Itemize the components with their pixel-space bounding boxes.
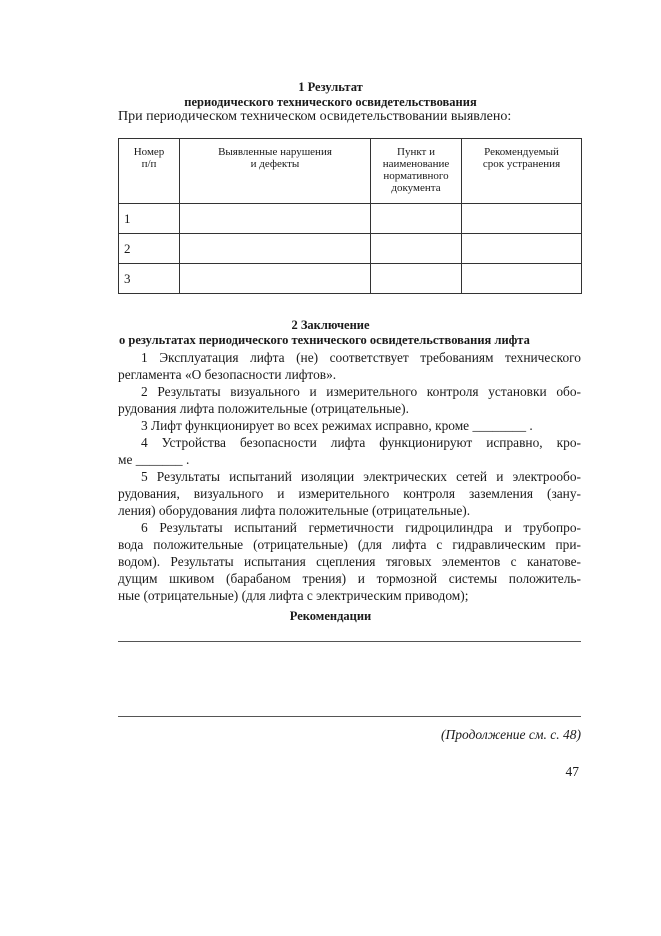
header-line: и дефекты xyxy=(250,158,300,170)
text-line: дущим шкивом (барабаном трения) и тормозной системы положитель- xyxy=(118,571,581,586)
table-header-row xyxy=(119,139,582,204)
row-number-cell: 2 xyxy=(119,234,180,264)
header-line: Рекомендуемый xyxy=(484,146,559,158)
text-line: ления) оборудования лифта положительные (отрицательные). xyxy=(118,503,471,518)
text-line: ме _______ . xyxy=(118,452,190,467)
text-line: ные (отрицательные) (для лифта с электрическим приводом); xyxy=(118,588,469,603)
conclusion-item-5 xyxy=(118,468,581,519)
table-cell xyxy=(462,264,582,294)
conclusion-item-4 xyxy=(118,434,581,468)
section1-title: 1 Результат xyxy=(298,80,363,94)
conclusion-item-3 xyxy=(118,417,581,434)
table-cell xyxy=(462,234,582,264)
header-line: срок устранения xyxy=(482,158,561,170)
text-line: регламента «О безопасности лифтов». xyxy=(118,367,337,382)
header-line: п/п xyxy=(141,158,157,170)
conclusion-item-2 xyxy=(118,383,581,417)
text-line: 3 Лифт функционирует во всех режимах исправно, кроме ________ . xyxy=(141,418,533,433)
recommendations-line xyxy=(118,716,581,717)
conclusion-body xyxy=(118,349,581,604)
table-row xyxy=(119,264,582,294)
header-line: документа xyxy=(391,182,441,194)
table-cell xyxy=(371,264,462,294)
table-cell xyxy=(462,204,582,234)
table-cell xyxy=(180,234,371,264)
text-line: 5 Результаты испытаний изоляции электрических сетей и электрообо- xyxy=(141,469,581,484)
page-number: 47 xyxy=(565,764,579,779)
text-line: рудования, визуального и измерительного контроля заземления (зану- xyxy=(118,486,581,501)
table-row xyxy=(119,234,582,264)
text-line: 1 Эксплуатация лифта (не) соответствует требованиям технического xyxy=(141,350,581,365)
text-line: 4 Устройства безопасности лифта функционируют исправно, кро- xyxy=(141,435,581,450)
header-number xyxy=(119,139,180,204)
row-number-cell: 1 xyxy=(119,204,180,234)
section2-title: 2 Заключение xyxy=(291,318,370,332)
recommendations-line xyxy=(118,641,581,642)
conclusion-item-1 xyxy=(118,349,581,383)
header-clause xyxy=(371,139,462,204)
section1-intro: При периодическом техническом освидетельствовании выявлено: xyxy=(118,109,512,124)
header-deadline xyxy=(462,139,582,204)
continuation-note: (Продолжение см. с. 48) xyxy=(441,727,581,742)
conclusion-item-6 xyxy=(118,519,581,604)
header-line: нормативного xyxy=(383,170,449,182)
header-line: Выявленные нарушения xyxy=(218,146,332,158)
section1-subtitle: периодического технического освидетельствования xyxy=(184,95,477,109)
header-line: Номер xyxy=(133,146,165,158)
header-violations xyxy=(180,139,371,204)
text-line: вода положительные (отрицательные) (для лифта с гидравлическим при- xyxy=(118,537,581,552)
findings-table xyxy=(118,138,582,294)
table-cell xyxy=(371,234,462,264)
row-number-cell: 3 xyxy=(119,264,180,294)
text-line: 2 Результаты визуального и измерительного контроля установки обо- xyxy=(141,384,581,399)
header-line: Пункт и xyxy=(397,146,435,158)
table-cell xyxy=(180,204,371,234)
table-cell xyxy=(371,204,462,234)
recommendations-title: Рекомендации xyxy=(289,609,372,623)
header-line: наименование xyxy=(382,158,450,170)
table-row xyxy=(119,204,582,234)
text-line: 6 Результаты испытаний герметичности гидроцилиндра и трубопро- xyxy=(141,520,581,535)
text-line: водом). Результаты испытания сцепления тяговых элементов с канатове- xyxy=(118,554,581,569)
text-line: рудования лифта положительные (отрицательные). xyxy=(118,401,409,416)
section2-subtitle: о результатах периодического технического освидетельствования лифта xyxy=(119,333,530,347)
table-cell xyxy=(180,264,371,294)
